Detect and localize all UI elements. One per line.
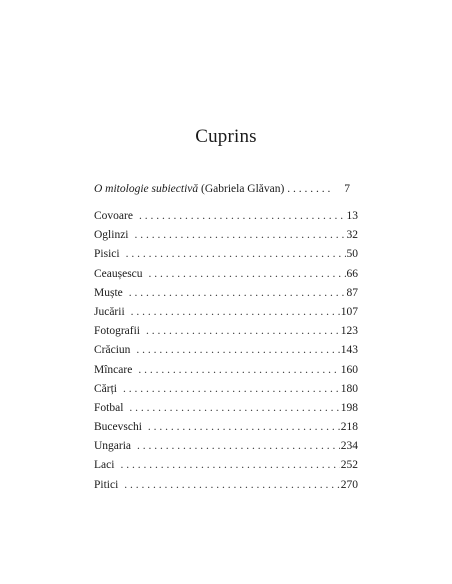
intro-page-number: 7 (344, 183, 350, 195)
intro-title: O mitologie subiectivă (94, 183, 199, 195)
toc-entry-page: 32 (346, 229, 358, 242)
toc-entry-page: 198 (340, 401, 358, 414)
toc-entry-label: Ceaușescu (94, 267, 143, 280)
toc-entry-page: 160 (340, 363, 358, 376)
toc-entry (94, 364, 358, 383)
toc-entry (94, 479, 358, 498)
toc-dot-leader (129, 402, 339, 414)
toc-entry-label: Jucării (94, 305, 125, 318)
toc-entry-label: Pitici (94, 478, 119, 491)
toc-entry-page: 270 (340, 478, 358, 491)
toc-entry (94, 402, 358, 421)
toc-dot-leader (135, 229, 346, 241)
toc-entry (94, 229, 358, 248)
toc-entry (94, 459, 358, 478)
toc-entry-page: 123 (340, 325, 358, 338)
toc-dot-leader (139, 210, 346, 222)
toc-entry (94, 287, 358, 306)
toc-dot-leader (126, 248, 346, 260)
toc-entry-page: 143 (340, 344, 358, 357)
toc-dot-leader (120, 459, 339, 471)
toc-dot-leader (137, 440, 340, 452)
toc-dot-leader (129, 287, 346, 299)
toc-entry-label: Laci (94, 459, 115, 472)
toc-entry-page: 87 (346, 286, 358, 299)
toc-entry (94, 210, 358, 229)
toc-entry (94, 421, 358, 440)
intro-author: (Gabriela Glăvan) . . . . . . . . (198, 183, 331, 195)
toc-dot-leader (146, 325, 340, 337)
toc-dot-leader (149, 268, 346, 280)
toc-entry-label: Bucevschi (94, 421, 142, 434)
toc-entry-label: Muște (94, 286, 123, 299)
toc-dot-leader (123, 383, 340, 395)
toc-entry (94, 268, 358, 287)
toc-entry (94, 248, 358, 267)
toc-dot-leader (138, 364, 339, 376)
toc-entry-page: 234 (340, 440, 358, 453)
toc-entry-page: 66 (346, 267, 358, 280)
toc-entry-page: 218 (340, 421, 358, 434)
toc-intro-entry (94, 183, 358, 195)
toc-dot-leader (136, 344, 339, 356)
toc-dot-leader (148, 421, 340, 433)
toc-entry-label: Covoare (94, 210, 133, 222)
toc-entry-label: Oglinzi (94, 229, 129, 242)
toc-entry-label: Crăciun (94, 344, 131, 357)
toc-entry (94, 383, 358, 402)
toc-entry-page: 107 (340, 305, 358, 318)
toc-entry-page: 252 (340, 459, 358, 472)
toc-entry (94, 325, 358, 344)
toc-entry-label: Pisici (94, 248, 120, 261)
toc-entry-label: Ungaria (94, 440, 132, 453)
page-title: Cuprins (195, 126, 257, 147)
toc-entry (94, 306, 358, 325)
toc-entry-label: Mîncare (94, 363, 133, 376)
toc-entry-page: 50 (346, 248, 358, 261)
toc-entry (94, 344, 358, 363)
toc-dot-leader (131, 306, 340, 318)
toc-entry-label: Fotbal (94, 401, 124, 414)
table-of-contents (94, 210, 358, 498)
toc-entry (94, 440, 358, 459)
toc-entry-label: Fotografii (94, 325, 140, 338)
toc-entry-page: 13 (346, 210, 358, 222)
toc-dot-leader (124, 479, 339, 491)
toc-entry-label: Cărți (94, 382, 117, 395)
toc-entry-page: 180 (340, 382, 358, 395)
